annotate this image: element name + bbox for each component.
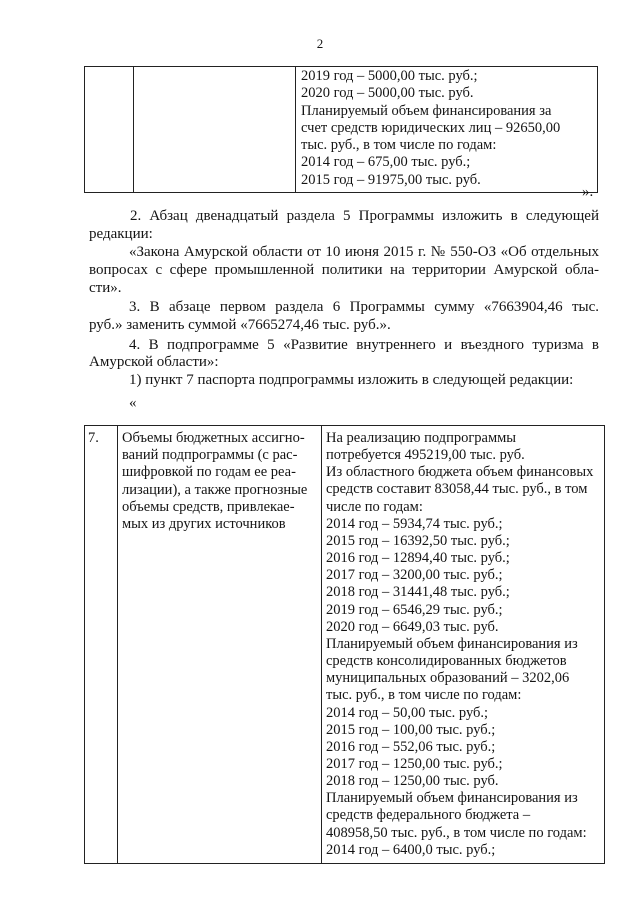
quote-paragraph-line-3: сти». [89, 280, 122, 296]
paragraph-4-line-2: Амурской области»: [89, 354, 219, 370]
content-line: На реализацию подпрограммы [326, 430, 517, 446]
content-line: 2014 год – 6400,0 тыс. руб.; [326, 841, 496, 858]
content-line: средств составит 83058,44 тыс. руб., в том [326, 481, 588, 498]
content-line: 408958,50 тыс. руб., в том числе по годам: [326, 824, 587, 841]
content-line: 2018 год – 1250,00 тыс. руб. [326, 773, 499, 790]
content-line: Планируемый объем финансирования из [326, 635, 578, 652]
closing-quote: ». [582, 184, 594, 200]
content-line: Из областного бюджета объем финансовых [326, 464, 594, 481]
content-line: средств федерального бюджета – [326, 807, 531, 824]
content-line: 2016 год – 552,06 тыс. руб.; [326, 738, 496, 755]
table-line: счет средств юридических лиц – 92650,00 [301, 119, 561, 136]
content-line: 2015 год – 16392,50 тыс. руб.; [326, 532, 510, 549]
content-line: 2017 год – 3200,00 тыс. руб.; [326, 567, 503, 584]
content-line: Планируемый объем финансирования из [326, 790, 578, 807]
table-line: тыс. руб., в том числе по годам: [301, 137, 497, 154]
label-line: объемы средств, привлекае- [122, 498, 295, 515]
quote-paragraph-line-1: «Закона Амурской области от 10 июня 2015 г. № 550-ОЗ «Об отдельных [129, 244, 599, 260]
label-line: лизации), а также прогнозные [122, 481, 308, 498]
open-quote: « [129, 395, 137, 411]
content-line: числе по годам: [326, 498, 423, 515]
table-cell-content [296, 67, 598, 193]
content-line: 2014 год – 50,00 тыс. руб.; [326, 704, 489, 721]
item-number: 7. [85, 426, 118, 864]
table-cell-label [134, 67, 296, 193]
table-line: 2014 год – 675,00 тыс. руб.; [301, 154, 471, 171]
table-line: Планируемый объем финансирования за [301, 102, 552, 119]
table-line: 2015 год – 91975,00 тыс. руб. [301, 171, 481, 188]
table-row [85, 426, 605, 864]
content-line: 2015 год – 100,00 тыс. руб.; [326, 721, 496, 738]
paragraph-2-line-2: редакции: [89, 226, 153, 242]
label-line: Объемы бюджетных ассигно- [122, 430, 305, 446]
content-line: 2020 год – 6649,03 тыс. руб. [326, 618, 499, 635]
page-number: 2 [316, 36, 324, 51]
paragraph-3-line-1: 3. В абзаце первом раздела 6 Программы сумму «7663904,46 тыс. [129, 299, 599, 315]
content-line: тыс. руб., в том числе по годам: [326, 687, 522, 704]
content-line: 2017 год – 1250,00 тыс. руб.; [326, 755, 503, 772]
content-line: потребуется 495219,00 тыс. руб. [326, 447, 525, 464]
financing-table-continued [84, 66, 598, 193]
content-line: 2019 год – 6546,29 тыс. руб.; [326, 601, 503, 618]
paragraph-3-line-2: руб.» заменить суммой «7665274,46 тыс. руб.». [89, 317, 391, 333]
content-line: муниципальных образований – 3202,06 [326, 670, 570, 687]
content-line: 2018 год – 31441,48 тыс. руб.; [326, 584, 510, 601]
content-line: средств консолидированных бюджетов [326, 653, 567, 670]
paragraph-2-line-1: 2. Абзац двенадцатый раздела 5 Программы изложить в следующей [130, 208, 599, 224]
table-row [85, 67, 598, 193]
table-line: 2019 год – 5000,00 тыс. руб.; [301, 68, 478, 84]
item-content [322, 426, 605, 864]
quote-paragraph-line-2: вопросах с сфере промышленной политики на территории Амурской обла- [89, 262, 599, 278]
label-line: мых из других источников [122, 516, 286, 533]
table-cell-number [85, 67, 134, 193]
content-line: 2016 год – 12894,40 тыс. руб.; [326, 550, 510, 567]
table-line: 2020 год – 5000,00 тыс. руб. [301, 85, 474, 102]
content-line: 2014 год – 5934,74 тыс. руб.; [326, 515, 503, 532]
label-line: ваний подпрограммы (с рас- [122, 447, 298, 464]
paragraph-4-line-1: 4. В подпрограмме 5 «Развитие внутреннего и въездного туризма в [129, 337, 599, 353]
label-line: шифровкой по годам ее реа- [122, 464, 296, 481]
paragraph-4-item-1: 1) пункт 7 паспорта подпрограммы изложить в следующей редакции: [129, 372, 574, 388]
passport-item-7-table [84, 425, 605, 864]
item-label [118, 426, 322, 864]
